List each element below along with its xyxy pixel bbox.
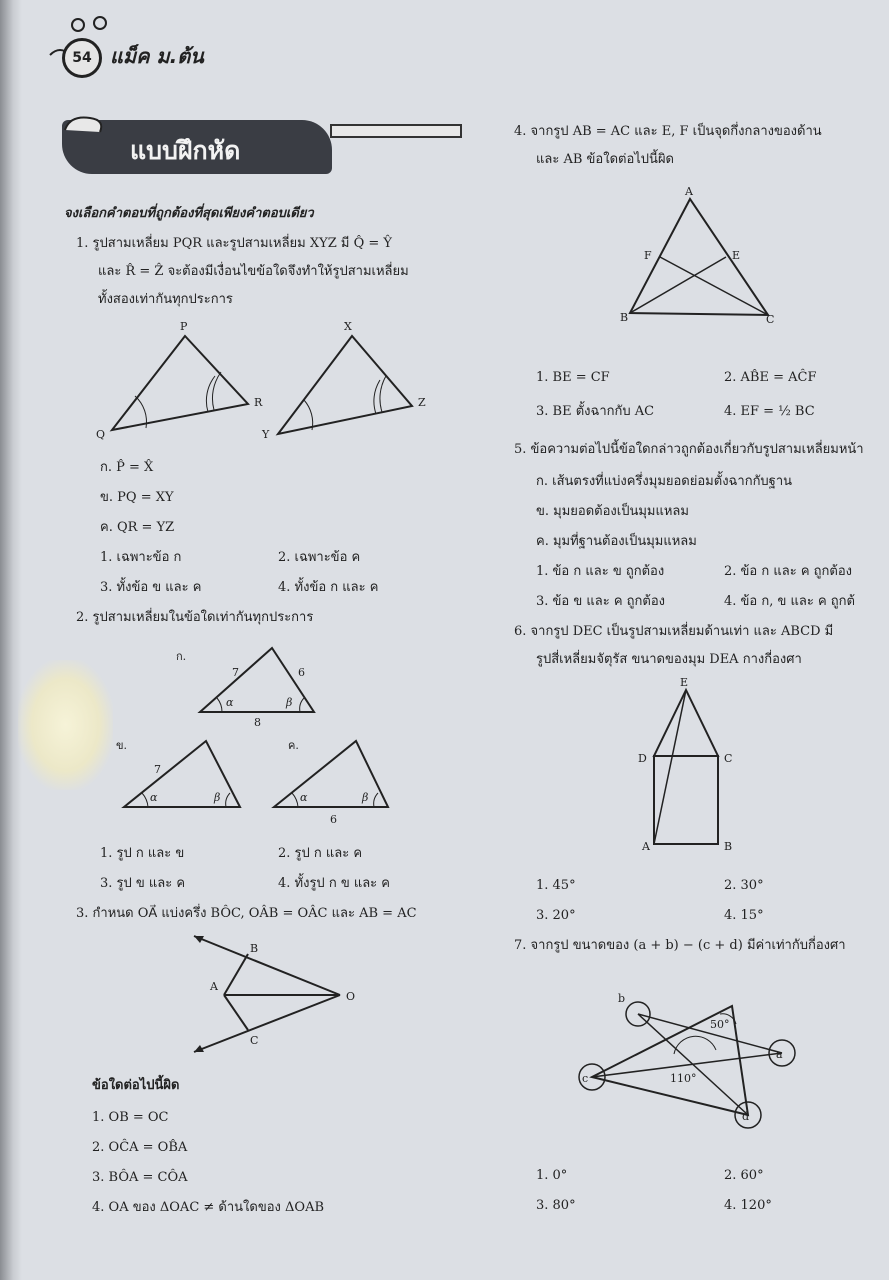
q4-label-a: A xyxy=(685,185,693,198)
fig-a-tag: ก. xyxy=(176,650,187,663)
fig-a-side1: 7 xyxy=(232,666,239,679)
q6-choice-3[interactable]: 3. 20° xyxy=(536,908,576,923)
banner-bar xyxy=(330,124,462,138)
q5-choice-4[interactable]: 4. ข้อ ก, ข และ ค ถูกต้ xyxy=(724,594,855,609)
label-z: Z xyxy=(418,396,426,409)
q6-choice-4[interactable]: 4. 15° xyxy=(724,908,764,923)
label-y: Y xyxy=(262,428,270,441)
q2-choice-3[interactable]: 3. รูป ข และ ค xyxy=(100,876,186,891)
q7-label-a: a xyxy=(776,1048,783,1061)
paper-stain xyxy=(18,660,113,790)
page-number: 54 xyxy=(62,38,102,78)
q2-fig-c xyxy=(270,735,420,830)
fig-a-base: 8 xyxy=(254,716,261,729)
q6-choice-2[interactable]: 2. 30° xyxy=(724,878,764,893)
q2-choice-2[interactable]: 2. รูป ก และ ค xyxy=(278,846,363,861)
q1-cond-b: ข. PQ = XY xyxy=(100,490,174,505)
q2-choice-1[interactable]: 1. รูป ก และ ข xyxy=(100,846,185,861)
book-spine-shadow xyxy=(0,0,22,1280)
fig-c-tag: ค. xyxy=(288,739,299,752)
q3-label-a: A xyxy=(210,980,218,993)
q4-choice-1[interactable]: 1. BE = CF xyxy=(536,370,610,385)
q3-choice-2[interactable]: 2. OĈA = OB̂A xyxy=(92,1140,188,1155)
fig-c-beta: β xyxy=(362,791,369,804)
q7-angle-50: 50° xyxy=(710,1018,730,1031)
q1-choice-1[interactable]: 1. เฉพาะข้อ ก xyxy=(100,550,182,565)
label-x: X xyxy=(344,320,352,333)
q5-stem: 5. ข้อความต่อไปนี้ข้อใดกล่าวถูกต้องเกี่ยวกับรูปสามเหลี่ยมหน้า xyxy=(514,442,864,457)
label-r: R xyxy=(254,396,263,409)
fig-b-side1: 7 xyxy=(154,763,161,776)
q4-label-b: B xyxy=(620,311,629,324)
q4-choice-3[interactable]: 3. BE ตั้งฉากกับ AC xyxy=(536,404,655,419)
fig-b-alpha: α xyxy=(150,791,158,804)
q6-choice-1[interactable]: 1. 45° xyxy=(536,878,576,893)
q2-fig-a xyxy=(170,640,330,730)
fig-a-alpha: α xyxy=(226,696,234,709)
q4-label-c: C xyxy=(766,313,775,326)
q1-choice-3[interactable]: 3. ทั้งข้อ ข และ ค xyxy=(100,580,202,595)
q2-choice-4[interactable]: 4. ทั้งรูป ก ข และ ค xyxy=(278,876,390,891)
q7-label-c: c xyxy=(582,1072,589,1085)
q4-line2: และ AB ข้อใดต่อไปนี้ผิด xyxy=(536,152,675,167)
label-q: Q xyxy=(96,428,106,441)
section-title: แบบฝึกหัด xyxy=(130,136,241,165)
q1-choice-4[interactable]: 4. ทั้งข้อ ก และ ค xyxy=(278,580,379,595)
q6-line1: 6. จากรูป DEC เป็นรูปสามเหลี่ยมด้านเท่า และ ABCD มี xyxy=(514,624,834,639)
q6-square-triangle xyxy=(636,674,756,854)
q3-angle-figure xyxy=(180,930,380,1060)
q5-choice-1[interactable]: 1. ข้อ ก และ ข ถูกต้อง xyxy=(536,564,665,579)
q1-triangle-pqr xyxy=(90,318,426,441)
q4-choice-4[interactable]: 4. EF = ½ BC xyxy=(724,404,815,419)
q2-stem: 2. รูปสามเหลี่ยมในข้อใดเท่ากันทุกประการ xyxy=(76,610,314,625)
q5-item-a: ก. เส้นตรงที่แบ่งครึ่งมุมยอดย่อมตั้งฉากกับฐาน xyxy=(536,474,793,489)
q7-angle-110: 110° xyxy=(670,1072,697,1085)
q1-line3: ทั้งสองเท่ากันทุกประการ xyxy=(98,292,233,307)
q4-triangle xyxy=(620,185,800,325)
q3-choice-1[interactable]: 1. OB = OC xyxy=(92,1110,169,1125)
label-p: P xyxy=(180,320,188,333)
fig-c-alpha: α xyxy=(300,791,308,804)
q5-choice-3[interactable]: 3. ข้อ ข และ ค ถูกต้อง xyxy=(536,594,666,609)
q3-label-b: B xyxy=(250,942,259,955)
q3-stem: 3. กำหนด OA⃗ แบ่งครึ่ง BÔC, OÂB = OÂC และ AB = AC xyxy=(76,906,417,921)
fig-a-side2: 6 xyxy=(298,666,305,679)
brand-logo-text: แม็ค ม.ต้น xyxy=(110,44,204,68)
q2-fig-b xyxy=(110,735,260,815)
q4-line1: 4. จากรูป AB = AC และ E, F เป็นจุดกึ่งกลางของด้าน xyxy=(514,124,822,139)
q6-label-c: C xyxy=(724,752,733,765)
fig-a-beta: β xyxy=(286,696,293,709)
q3-sub: ข้อใดต่อไปนี้ผิด xyxy=(92,1078,180,1093)
scroll-curl-icon xyxy=(60,110,120,150)
q5-item-c: ค. มุมที่ฐานต้องเป็นมุมแหลม xyxy=(536,534,697,549)
q3-choice-3[interactable]: 3. BÔA = CÔA xyxy=(92,1170,188,1185)
q7-choice-3[interactable]: 3. 80° xyxy=(536,1198,576,1213)
q3-label-c: C xyxy=(250,1034,259,1047)
q4-label-e: E xyxy=(732,249,741,262)
q6-label-a: A xyxy=(642,840,650,853)
fig-b-beta: β xyxy=(214,791,221,804)
q5-item-b: ข. มุมยอดต้องเป็นมุมแหลม xyxy=(536,504,689,519)
q7-choice-4[interactable]: 4. 120° xyxy=(724,1198,772,1213)
q6-label-e: E xyxy=(680,676,689,689)
q4-choice-2[interactable]: 2. AB̂E = AĈF xyxy=(724,370,817,385)
q1-cond-a: ก. P̂ = X̂ xyxy=(100,460,154,475)
q7-label-b: b xyxy=(618,992,626,1005)
q5-choice-2[interactable]: 2. ข้อ ก และ ค ถูกต้อง xyxy=(724,564,852,579)
q1-line1: 1. รูปสามเหลี่ยม PQR และรูปสามเหลี่ยม XYZ มี Q̂ = Ŷ xyxy=(76,236,392,251)
q1-line2: และ R̂ = Ẑ จะต้องมีเงื่อนไขข้อใดจึงทำให้รูปสามเหลี่ยม xyxy=(98,264,409,279)
fig-b-tag: ข. xyxy=(116,739,128,752)
q7-stem: 7. จากรูป ขนาดของ (a + b) − (c + d) มีค่าเท่ากับกี่องศา xyxy=(514,938,846,953)
q7-star-figure xyxy=(570,990,810,1140)
instruction: จงเลือกคำตอบที่ถูกต้องที่สุดเพียงคำตอบเดียว xyxy=(64,206,314,221)
q4-label-f: F xyxy=(644,249,652,262)
q1-cond-c: ค. QR = YZ xyxy=(100,520,175,535)
q3-choice-4[interactable]: 4. OA ของ ΔOAC ≠ ด้านใดของ ΔOAB xyxy=(92,1200,325,1215)
fig-c-base: 6 xyxy=(330,813,337,826)
q7-choice-2[interactable]: 2. 60° xyxy=(724,1168,764,1183)
q6-line2: รูปสี่เหลี่ยมจัตุรัส ขนาดของมุม DEA กางกี่องศา xyxy=(536,652,802,667)
q6-label-d: D xyxy=(638,752,647,765)
q3-label-o: O xyxy=(346,990,356,1003)
q6-label-b: B xyxy=(724,840,733,853)
q7-label-d: d xyxy=(742,1110,750,1123)
q7-choice-1[interactable]: 1. 0° xyxy=(536,1168,568,1183)
q1-choice-2[interactable]: 2. เฉพาะข้อ ค xyxy=(278,550,361,565)
